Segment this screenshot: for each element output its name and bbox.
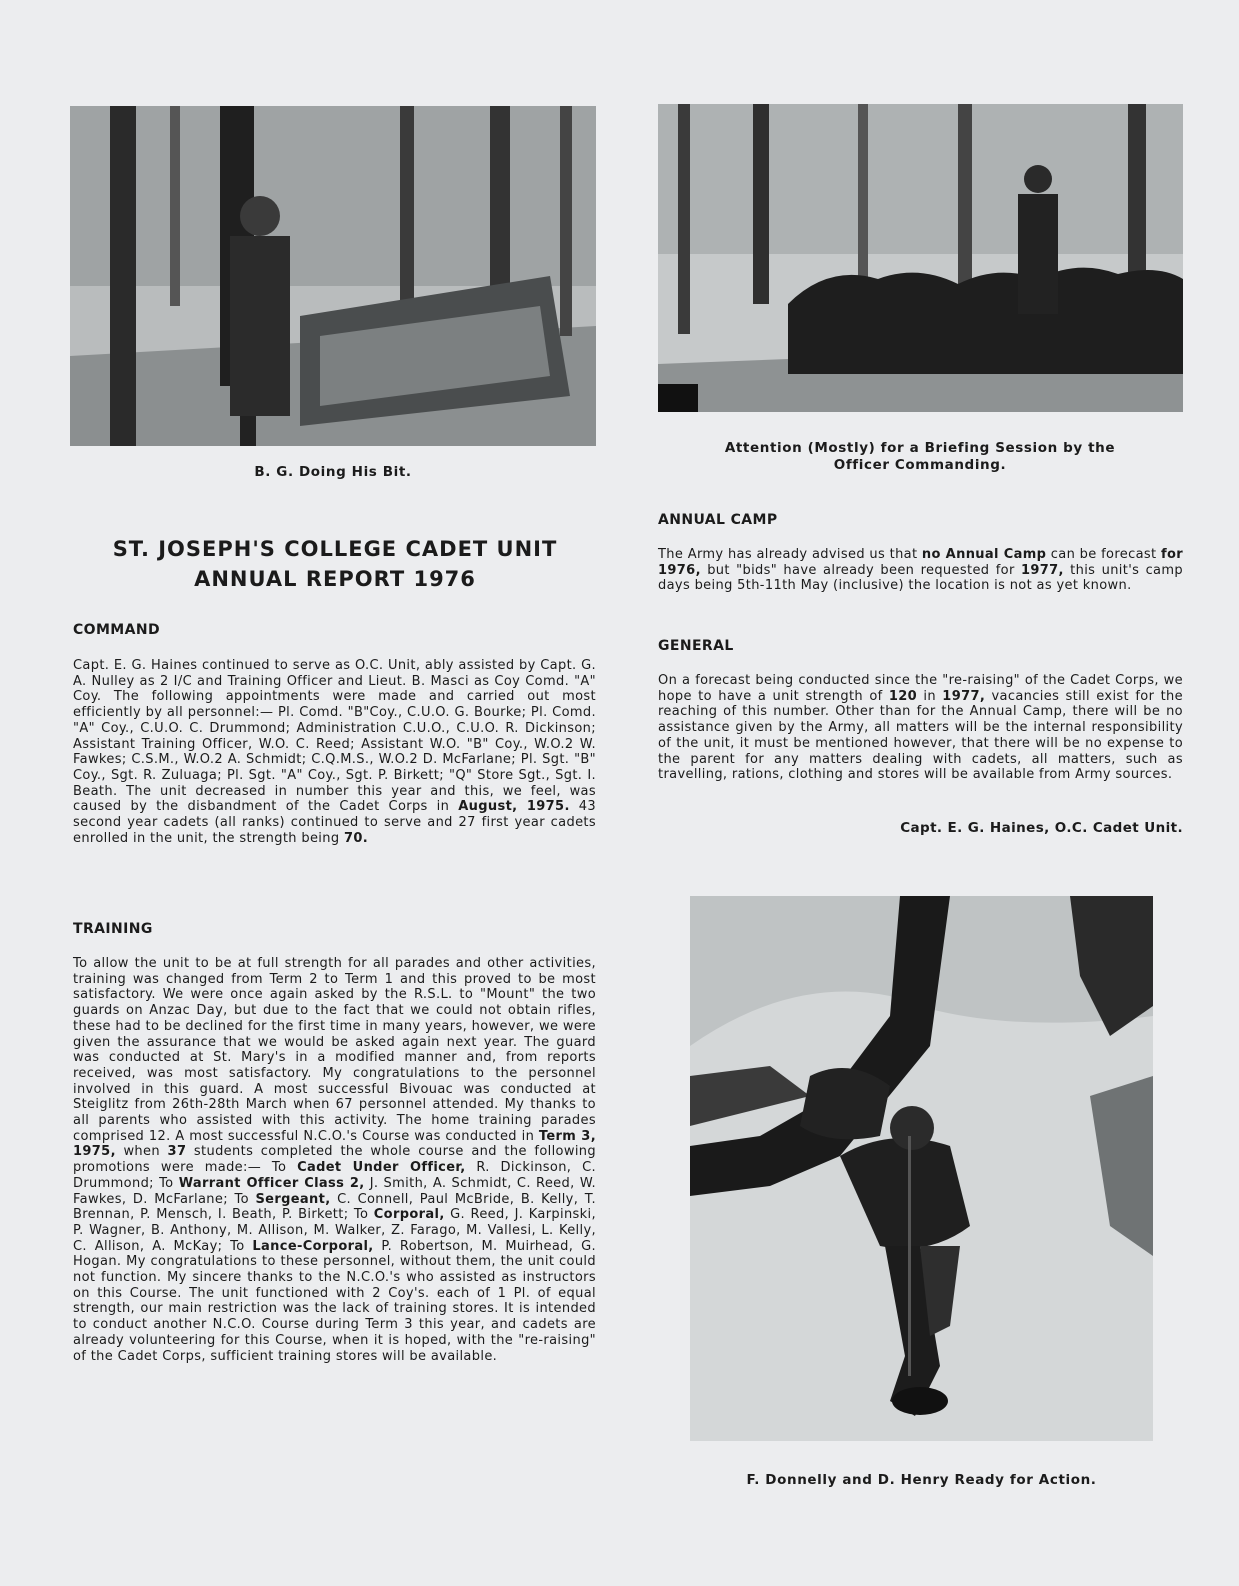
photo-tree-climb xyxy=(690,896,1153,1441)
annual-camp-heading: ANNUAL CAMP xyxy=(658,512,778,528)
title-line-1: ST. JOSEPH'S COLLEGE CADET UNIT xyxy=(112,537,558,561)
signature: Capt. E. G. Haines, O.C. Cadet Unit. xyxy=(900,820,1183,836)
command-heading: COMMAND xyxy=(73,622,161,638)
photo-bush-trailer xyxy=(70,106,596,446)
photo2-caption: Attention (Mostly) for a Briefing Session by the Officer Commanding. xyxy=(724,440,1116,473)
photo1-caption: B. G. Doing His Bit. xyxy=(254,464,412,480)
training-text: To allow the unit to be at full strength for all parades and other activities, training was changed from Term 2 to Term 1 and this proved to be most satisfactory. We were once again asked by the R.S.L. to "Mount" the two guards on Anzac Day, but due to the fact that we could not obtain rifles, these had to be declined for the first time in many years, however, we were given the assurance that we would be asked again next year. The guard was conducted at St. Mary's in a modified manner and, from reports received, was most satisfactory. My congratulations to the personnel involved in this guard. A most successful Bivouac was conducted at Steiglitz from 26th-28th March when 67 personnel attended. My thanks to all parents who assisted with this activity. The home training parades comprised 12. A most successful N.C.O.'s Course was conducted in Term 3, 1975, when 37 students completed the whole course and the following promotions were made:— To Cadet Under Officer, R. Dickinson, C. Drummond; To Warrant Officer Class 2, J. Smith, A. Schmidt, C. Reed, W. Fawkes, D. McFarlane; To Sergeant, C. Connell, Paul McBride, B. Kelly, T. Brennan, P. Mensch, I. Beath, P. Birkett; To Corporal, G. Reed, J. Karpinski, P. Wagner, B. Anthony, M. Allison, M. Walker, Z. Farago, M. Vallesi, L. Kelly, C. Allison, A. McKay; To Lance-Corporal, P. Robertson, M. Muirhead, G. Hogan. My congratulations to these personnel, without them, the unit could not function. My sincere thanks to the N.C.O.'s who assisted as instructors on this Course. The unit functioned with 2 Coy's. each of 1 Pl. of equal strength, our main restriction was the lack of training stores. It is intended to conduct another N.C.O. Course during Term 3 this year, and cadets are already volunteering for this Course, when it is hoped, with the "re-raising" of the Cadet Corps, sufficient training stores will be available. xyxy=(73,956,597,1364)
report-title xyxy=(75,534,595,594)
title-line-2: ANNUAL REPORT 1976 xyxy=(194,567,476,591)
general-heading: GENERAL xyxy=(658,638,734,654)
general-text: On a forecast being conducted since the "re-raising" of the Cadet Corps, we hope to have a unit strength of 120 in 1977, vacancies still exist for the reaching of this number. Other than for the Annual Camp, there will be no assistance given by the Army, all matters will be the internal responsibility of the unit, it must be mentioned however, that there will be no expense to the parent for any matters dealing with cadets, all matters, such as travelling, rations, clothing and stores will be available from Army sources. xyxy=(658,673,1183,783)
command-text: Capt. E. G. Haines continued to serve as O.C. Unit, ably assisted by Capt. G. A. Nulley as 2 I/C and Training Officer and Lieut. B. Masci as Coy Comd. "A" Coy. The following appointments were made and carried out most efficiently by all personnel:— Pl. Comd. "B"Coy., C.U.O. G. Bourke; Pl. Comd. "A" Coy., C.U.O. C. Drummond; Administration C.U.O., C.U.O. R. Dickinson; Assistant Training Officer, W.O. C. Reed; Assistant W.O. "B" Coy., W.O.2 W. Fawkes; C.S.M., W.O.2 A. Schmidt; C.Q.M.S., W.O.2 D. McFarlane; Pl. Sgt. "B" Coy., Sgt. R. Zuluaga; Pl. Sgt. "A" Coy., Sgt. P. Birkett; "Q" Store Sgt., Sgt. I. Beath. The unit decreased in number this year and this, we feel, was caused by the disbandment of the Cadet Corps in August, 1975. 43 second year cadets (all ranks) continued to serve and 27 first year cadets enrolled in the unit, the strength being 70. xyxy=(73,658,597,846)
photo-briefing-session xyxy=(658,104,1183,412)
annual-camp-text: The Army has already advised us that no Annual Camp can be forecast for 1976, but "bids" have already been requested for 1977, this unit's camp days being 5th-11th May (inclusive) the location is not as yet known. xyxy=(658,547,1184,594)
training-heading: TRAINING xyxy=(73,921,153,937)
photo3-caption: F. Donnelly and D. Henry Ready for Action. xyxy=(746,1472,1097,1488)
